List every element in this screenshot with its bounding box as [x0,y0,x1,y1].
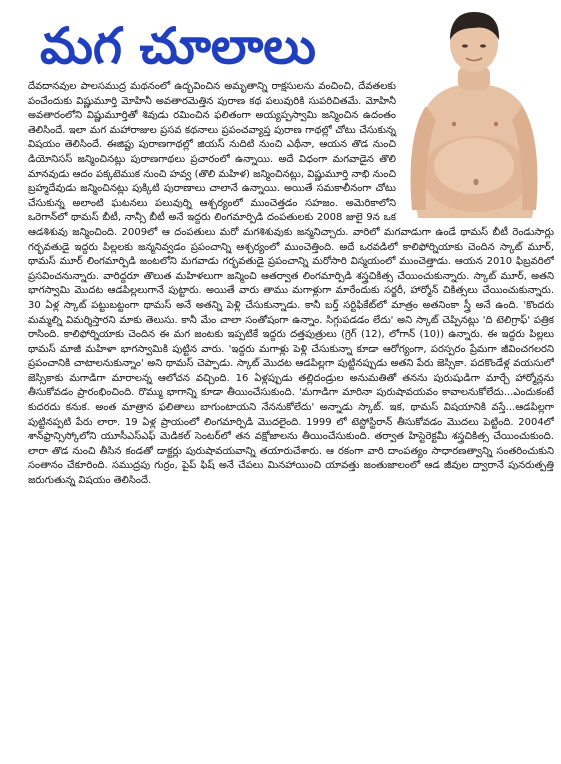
article-paragraph: దేవదానవుల పాలసముద్ర మథనంలో ఉద్భవించిన అమృతాన్ని రాక్షసులను వంచించి, దేవతలకు పంచేందుకు విష్ణుమూర్తి మోహినీ అవతారమెత్తిన పురాణ కథ పలువురికి సుపరిచితమే. మోహినీ అవతారంలోని విష్ణుమూర్తితో శివుడు రమించిన ఫలితంగా అయ్యప్పస్వామి జన్మించిన ఉదంతం తెలిసిందే. ఇలా మగ మహారాజుల ప్రసవ కథనాలు ప్రపంచవ్యాప్త పురాణ గాథల్లో చోటు చేసుకున్న విషయం తెలిసిందే. ఈజిప్టు పురాణగాథల్లో జియస్ నుదిటి నుంచి ఎథీనా, ఆయన తొడ నుంచి డియోనిసస్ జన్మించినట్లు పురాణగాథలు ప్రచారంలో ఉన్నాయి. అదే విధంగా మగవాడైన తొలి మానవుడు ఆదం పక్కటెముక నుంచి హవ్వ (తొలి మహిళ) జన్మించినట్లు, విష్ణుమూర్తి నాభి నుంచి బ్రహ్మదేవుడు జన్మించినట్లు పుక్కిటి పురాణాలు చాలానే ఉన్నాయి. అయితే సమకాలీనంగా చోటు చేసుకున్న అలాంటి ఘటనలు పలువుర్ని ఆశ్చర్యంలో ముంచెత్తడం సహజం. అమెరికాలోని ఒరెగాన్‌లో థామస్ బీటీ, నాన్సీ బీటీ అనే ఇద్దరు లింగమార్పిడి దంపతులకు 2008 జులై 9న ఒక ఆడశిశువు జన్మించింది. 2009లో ఆ దంపతులు మరో మగశిశువుకు జన్మనిచ్చారు. వారిలో మగవాడుగా ఉండే థామస్ బీటీ రెండుసార్లు గర్భవతుడై ఇద్దరు పిల్లలకు జన్మనివ్వడం ప్రపంచాన్ని ఆశ్చర్యంలో ముంచెత్తింది. అదే ఒరవడిలో కాలిఫోర్నియాకు చెందిన స్కాట్ మూర్, థామస్ మూర్ లింగమార్పిడి జంటలోని మగవాడు గర్భవతుడై ప్రపంచాన్ని మరోసారి విస్మయంలో ముంచెత్తాడు. ఆయన 2010 ఫిబ్రవరిలో ప్రసవించనున్నారు. వారిద్దరూ తొలుత మహిళలుగా జన్మించి ఆతర్వాత లింగమార్పిడి శస్త్రచికిత్స చేయించుకున్నారు. స్కాట్ మూర్, అతని భాగస్వామి మొదట ఆడపిల్లలుగానే పుట్టారు. అయితే వారు తాము మగాళ్లుగా మారేందుకు సర్జరీ, హార్మోన్ చికిత్సలు చేయించుకున్నారు. 30 ఏళ్ల స్కాట్ పట్టుబట్టంగా థామస్ అనే అతన్ని పెళ్లి చేసుకున్నాడు. కానీ బర్త్ సర్టిఫికేట్‌లో మాత్రం అతనింకా స్త్రీ అనే ఉంది. 'కొందరు మమ్మల్ని విమర్శిస్తారని మాకు తెలుసు. కానీ మేం చాలా సంతోషంగా ఉన్నాం. సిగ్గుపడడం లేదు' అని స్కాట్ చెప్పినట్లు 'ది టెలిగ్రాఫ్' పత్రిక రాసింది. కాలిఫోర్నియాకు చెందిన ఈ మగ జంటకు ఇప్పటికే ఇద్దరు దత్తపుత్రులు (గ్రెగ్ (12), లోగాన్ (10)) ఉన్నారు. ఈ ఇద్దరు పిల్లలు థామస్ మాజీ మహిళా భాగస్వామికి పుట్టిన వారు. 'ఇద్దరు మగాళ్లు పెళ్లి చేసుకున్నా కూడా ఆరోగ్యంగా, పరస్పరం ప్రేమగా జీవించగలరని ప్రపంచానికి చాటాలనుకున్నాం' అని థామస్ చెప్పాడు. స్కాట్ మొదట ఆడపిల్లగా పుట్టినప్పుడు అతని పేరు జెస్సికా. పదకొండేళ్ల వయసులో జెస్సికాకు మగాడిగా మారాలన్న ఆలోచన వచ్చింది. 16 ఏళ్లప్పుడు తల్లిదండ్రుల అనుమతితో తనను పురుషుడిగా మార్చే హార్మోన్లను తీసుకోవడం ప్రారంభించింది. రొమ్ము భాగాన్ని కూడా తీయించేసుకుంది. 'మగాడిగా మారినా పురుషావయవం కావాలనుకోలేదు...ఎందుకంటే కుదరదు కనుక. అంత మాత్రాన ఫలితాలు బాగుంటాయని నేననుకోలేదు' అన్నాడు స్కాట్. ఇక, థామస్ విషయానికి వస్తే...ఆడపిల్లగా పుట్టినప్పటి పేరు లారా. 19 ఏళ్ల ప్రాయంలో లింగమార్పిడి మొదలైంది. 1999 లో టెస్టోస్టిరాన్ తీసుకోవడం మొదలు పెట్టింది. 2004లో శాన్‌ఫ్రాన్సిస్కోలోని యూసీఎస్‌ఎఫ్ మెడికల్ సెంటర్‌లో తన వక్షోజాలను తీయించేసుకుంది. తర్వాత హిస్టెరెక్టమీ శస్త్రచికిత్స చేయించుకుంది. లారా తొడ నుంచి తీసిన కండతో డాక్టర్లు పురుషావయవాన్ని తయారుచేశారు. ఆ రకంగా వారి దాంపత్యం సాధారణత్వాన్ని సంతరించుకుని సంతానం చేకూరింది. సముద్రపు గుర్రం, పైప్ ఫిష్ అనే చేపలు మినహాయించి యావత్తు జంతుజాలంలో ఆడ జీవుల ద్వారానే పునరుత్పత్తి జరుగుతున్న విషయం తెలిసిందే. [28,81,554,487]
photo-text-wrap-spacer [396,80,554,214]
article-headline: మగ చూలాలు [40,17,316,75]
article-body [28,80,554,756]
